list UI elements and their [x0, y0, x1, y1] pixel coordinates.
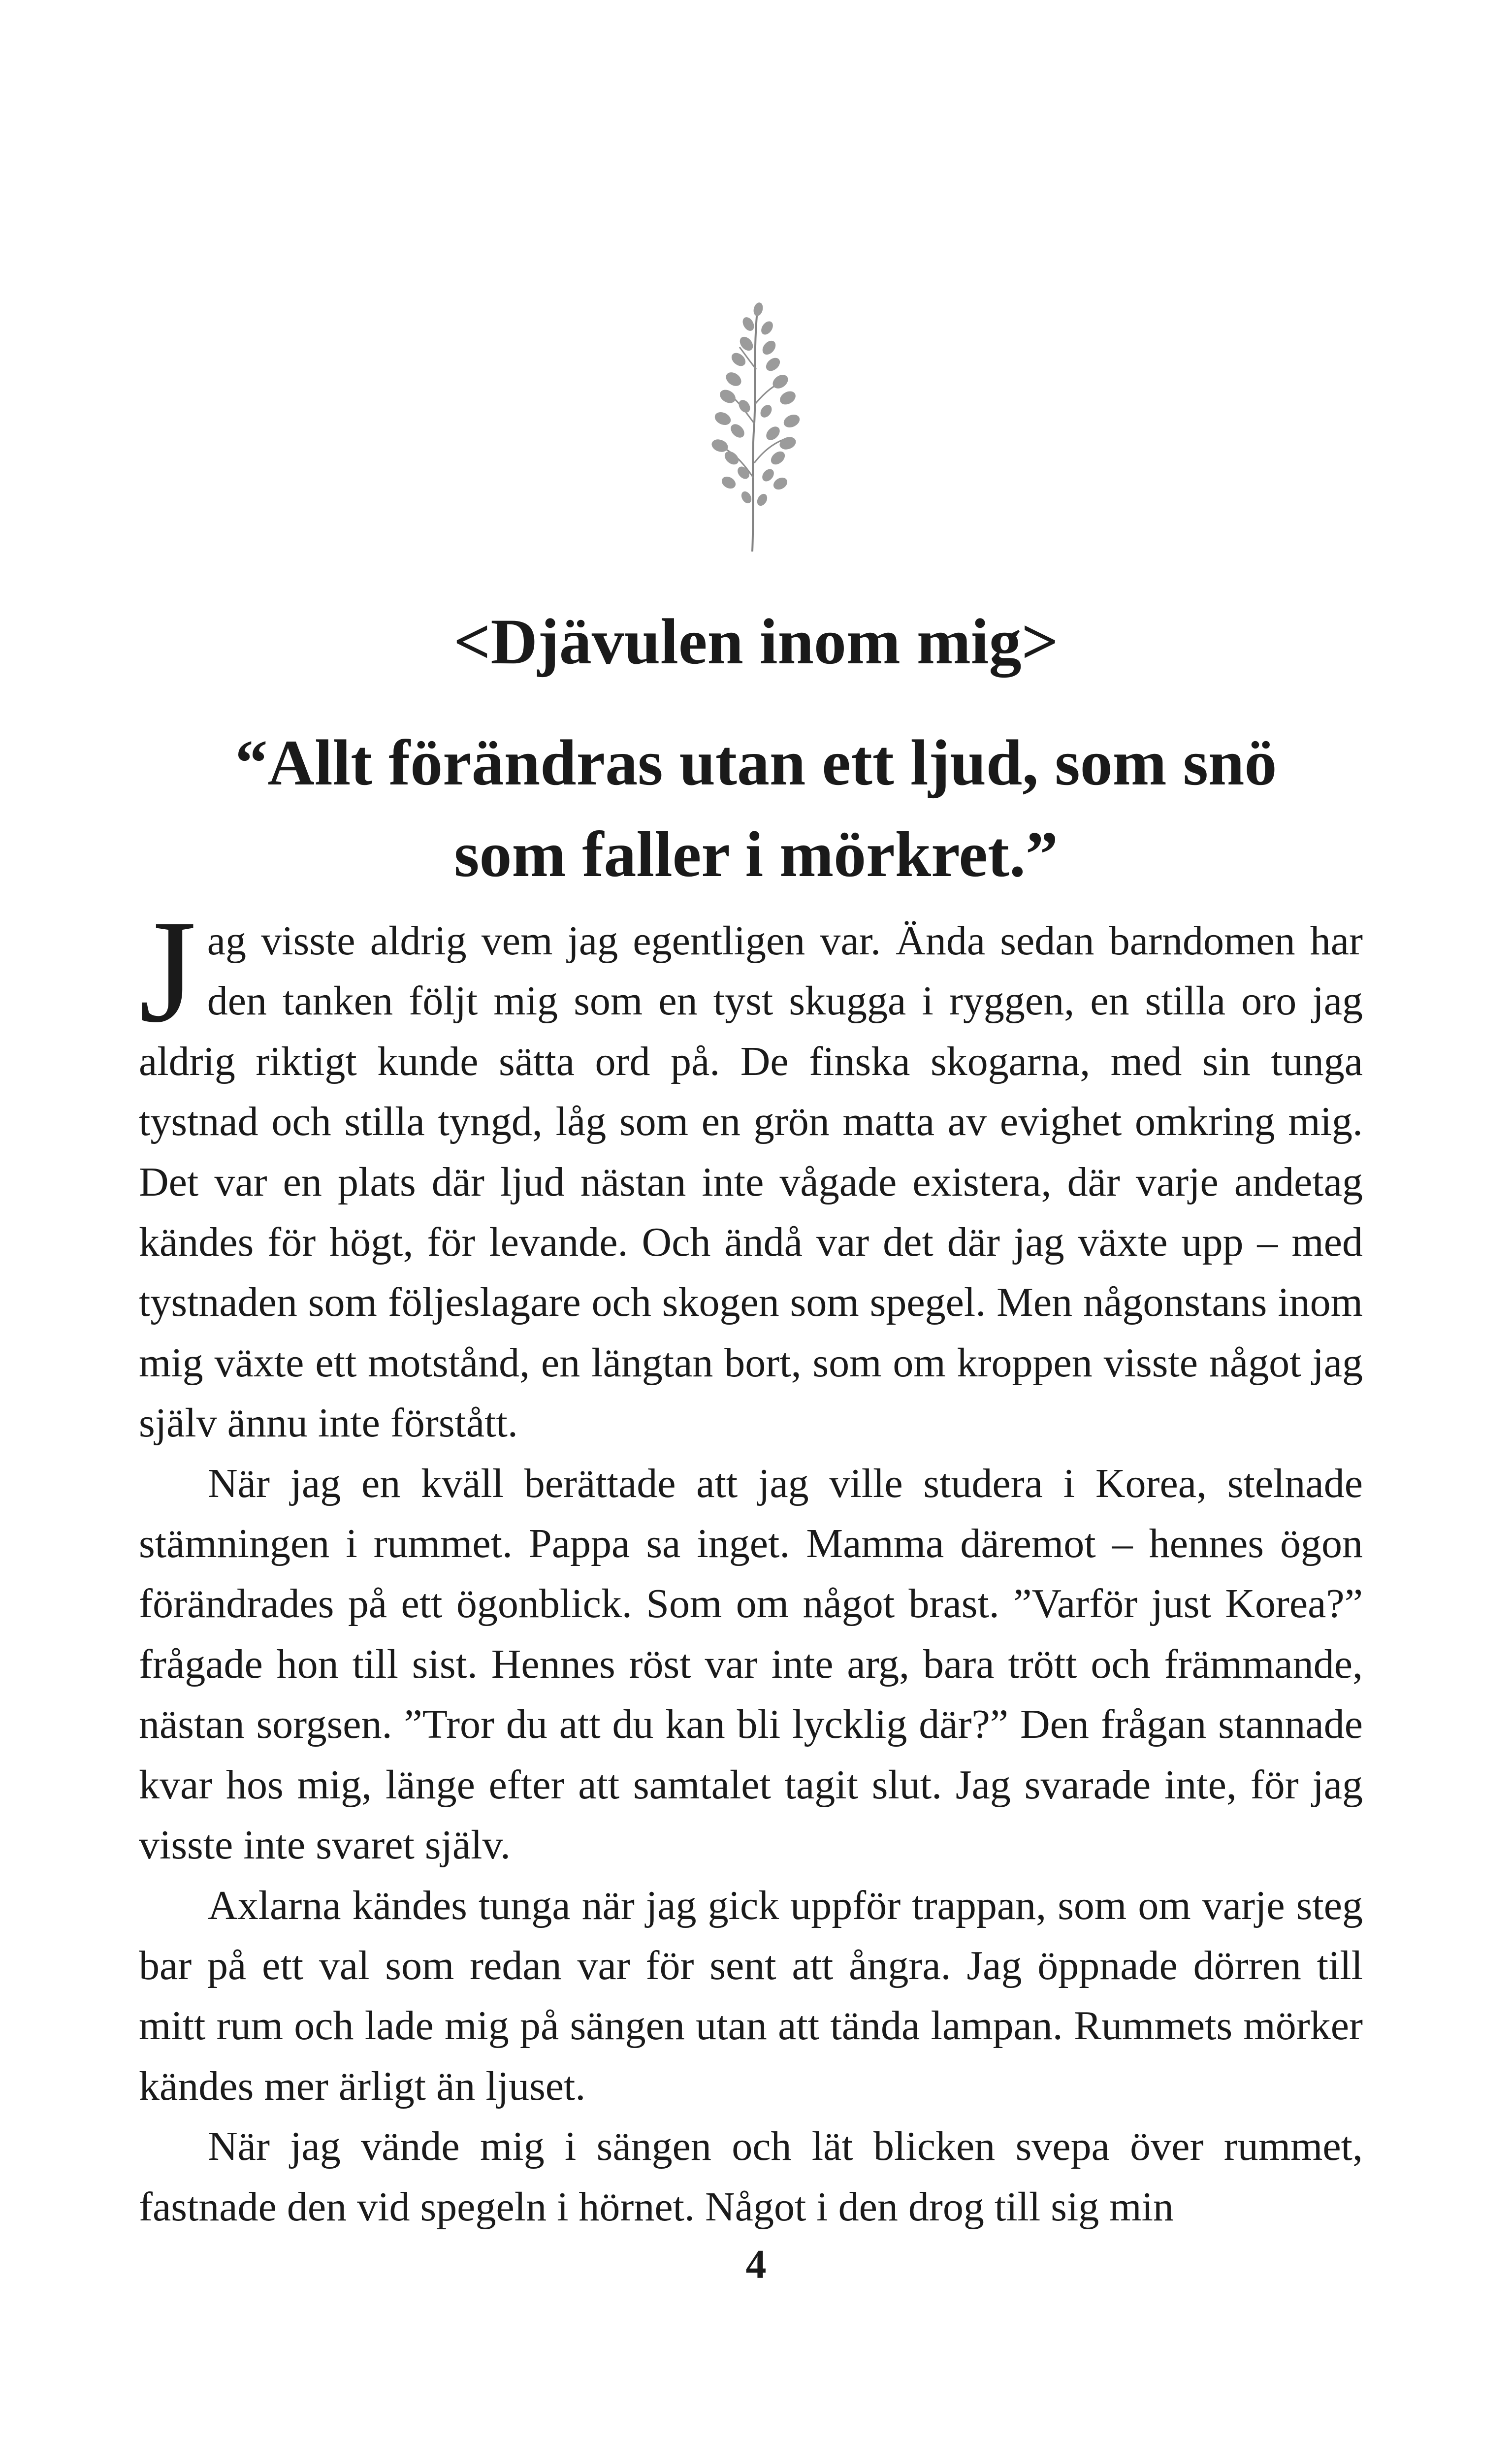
- drop-cap: J: [139, 889, 196, 1053]
- page-number: 4: [745, 2242, 767, 2287]
- paragraph: Axlarna kändes tunga när jag gick uppför trappan, som om varje steg bar på ett val som redan var för sent att ångra. Jag öppnade dörren till mitt rum och lade mig på sängen utan att tända lampan. Rummets mörker kändes mer ärligt än ljuset.: [139, 1882, 1363, 2109]
- paragraph-text: ag visste aldrig vem jag egentligen var. Ända sedan barndomen har den tanken följt mig som en tyst skugga i ryggen, en stilla oro jag aldrig riktigt kunde sätta ord på. De finska skogarna, med sin tunga tystnad och stilla tyngd, låg som en grön matta av evighet omkring mig. Det var en plats där ljud nästan inte vågade existera, där varje andetag kändes för högt, för levande. Och ändå var det där jag växte upp – med tystnaden som följeslagare och skogen som spegel. Men någonstans inom mig växte ett motstånd, en längtan bort, som om kroppen visste något jag själv ännu inte förstått.: [139, 918, 1363, 1446]
- paragraph: När jag vände mig i sängen och lät blicken svepa över rummet, fastnade den vid spegeln i hörnet. Något i den drog till sig min: [139, 2123, 1363, 2230]
- body-text: [139, 889, 1363, 2237]
- epigraph-line-2: som faller i mörkret.”: [454, 818, 1058, 890]
- chapter-title: <Djävulen inom mig>: [453, 605, 1059, 678]
- paragraph: [139, 889, 1363, 1454]
- botanical-sprig-icon: [699, 300, 807, 556]
- epigraph-line-1: “Allt förändras utan ett ljud, som snö: [235, 726, 1277, 799]
- paragraph: När jag en kväll berättade att jag ville studera i Korea, stelnade stämningen i rummet. Pappa sa inget. Mamma däremot – hennes ögon förändrades på ett ögonblick. Som om något brast. ”Varför just Korea?” frågade hon till sist. Hennes röst var inte arg, bara trött och främmande, nästan sorgsen. ”Tror du att du kan bli lycklig där?” Den frågan stannade kvar hos mig, länge efter att samtalet tagit slut. Jag svarade inte, för jag visste inte svaret själv.: [139, 1460, 1363, 1868]
- chapter-epigraph: [148, 717, 1364, 900]
